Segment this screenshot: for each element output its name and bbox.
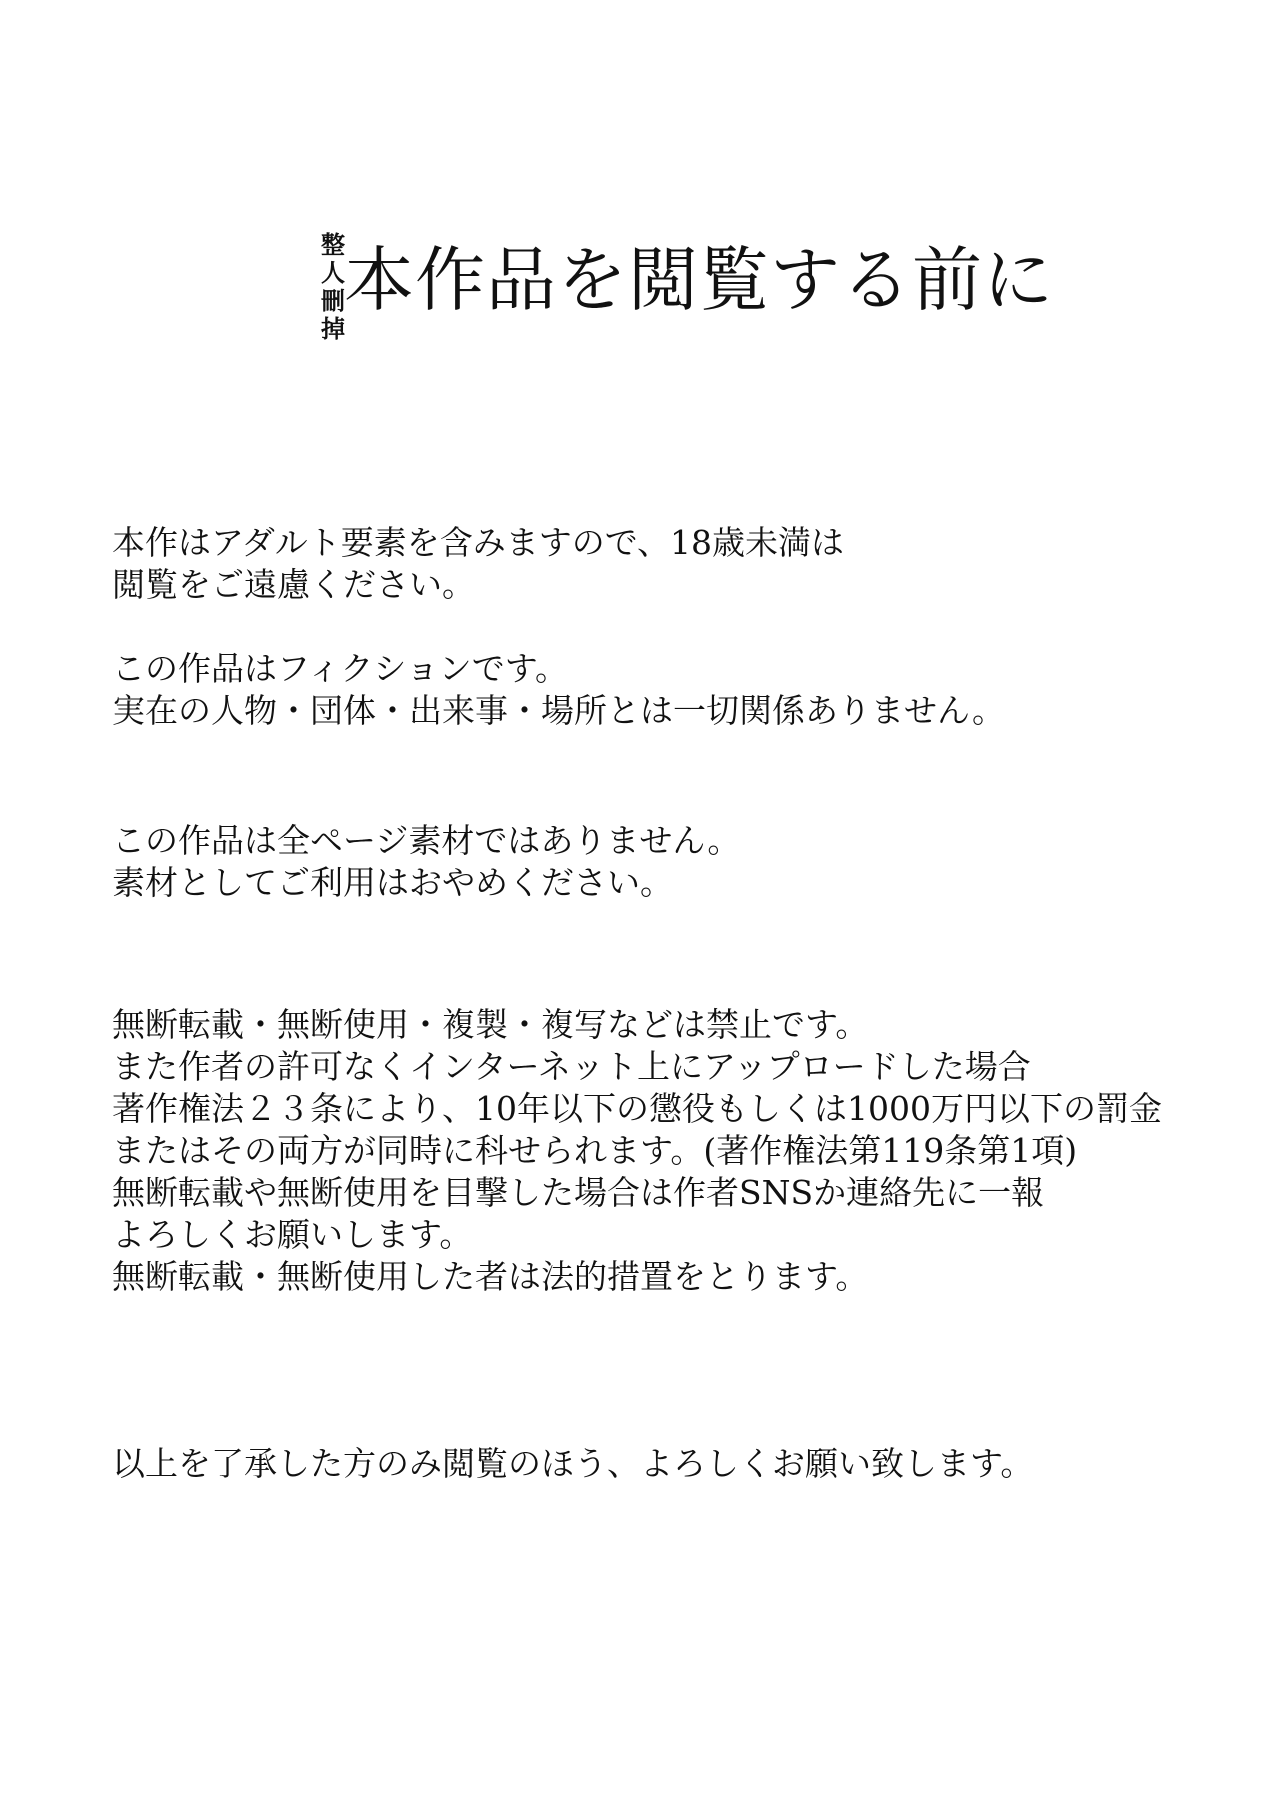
text-line: この作品は全ページ素材ではありません。 bbox=[112, 821, 741, 860]
text-line: またはその両方が同時に科せられます。(著作権法第119条第1項) bbox=[112, 1131, 1078, 1170]
text-line: 素材としてご利用はおやめください。 bbox=[112, 863, 673, 902]
stamp-char: 人 bbox=[321, 259, 345, 287]
text-line: 著作権法２３条により、10年以下の懲役もしくは1000万円以下の罰金 bbox=[112, 1089, 1162, 1128]
text-line: よろしくお願いします。 bbox=[112, 1215, 473, 1254]
material-notice bbox=[112, 820, 1212, 904]
stamp-char: 整 bbox=[321, 231, 345, 259]
page-title: 本作品を閲覧する前に bbox=[344, 239, 1054, 321]
title-block bbox=[318, 225, 1054, 355]
closing-notice bbox=[112, 1443, 1212, 1485]
text-line: 無断転載や無断使用を目撃した場合は作者SNSか連絡先に一報 bbox=[112, 1173, 1045, 1212]
text-line: 以上を了承した方のみ閲覧のほう、よろしくお願い致します。 bbox=[112, 1444, 1034, 1483]
text-line: 無断転載・無断使用・複製・複写などは禁止です。 bbox=[112, 1005, 869, 1044]
stamp-char: 刪 bbox=[321, 287, 345, 315]
text-line: また作者の許可なくインターネット上にアップロードした場合 bbox=[112, 1047, 1031, 1086]
text-line: 実在の人物・団体・出来事・場所とは一切関係ありません。 bbox=[112, 691, 1005, 730]
stamp-char: 掉 bbox=[321, 315, 345, 343]
text-line: 無断転載・無断使用した者は法的措置をとります。 bbox=[112, 1257, 869, 1296]
fiction-notice bbox=[112, 648, 1212, 732]
text-line: この作品はフィクションです。 bbox=[112, 649, 569, 688]
text-line: 閲覧をご遠慮ください。 bbox=[112, 565, 475, 604]
adult-notice bbox=[112, 522, 1212, 606]
text-line: 本作はアダルト要素を含みますので、18歳未満は bbox=[112, 523, 845, 562]
copyright-notice bbox=[112, 1004, 1212, 1298]
